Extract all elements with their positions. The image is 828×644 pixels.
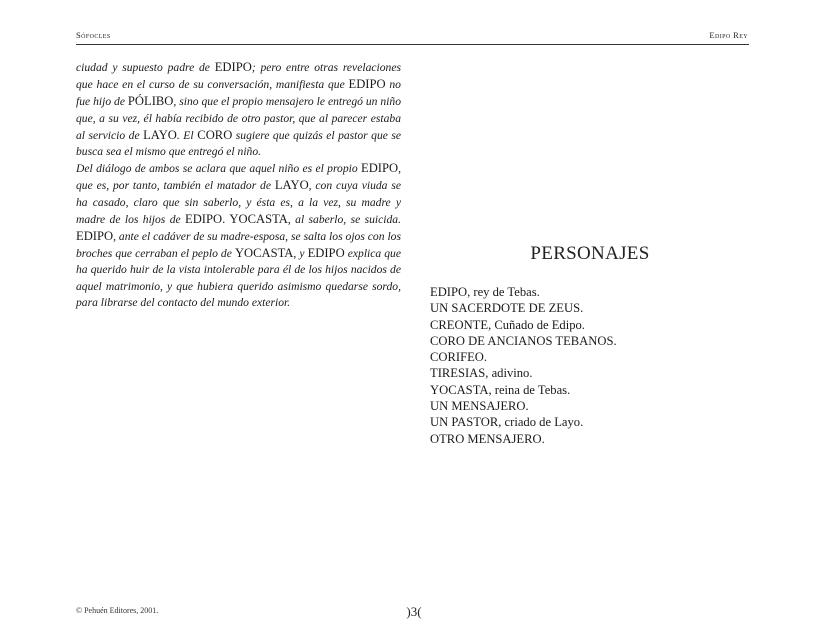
- copyright-notice: © Pehuén Editores, 2001.: [76, 606, 159, 615]
- synopsis-column: [76, 59, 401, 311]
- text-run: , y: [293, 247, 308, 261]
- character-name: LAYO: [143, 127, 177, 142]
- text-run: , ante el cadáver de su madre-esposa, se salta los ojos con los broches que cerraban el peplo de: [76, 230, 401, 261]
- character-item: CREONTE, Cuñado de Edipo.: [430, 317, 585, 332]
- character-item: YOCASTA, reina de Tebas.: [430, 382, 571, 397]
- synopsis-paragraph-1: [76, 59, 401, 160]
- character-item: UN MENSAJERO.: [430, 399, 529, 414]
- text-run: , sino que el propio mensajero le entregó un niño que, a su vez, él había recibido de otro pastor, que al parecer estaba al servicio de: [76, 95, 401, 142]
- text-run: Del diálogo de ambos se aclara que aquel niño es el propio: [76, 162, 361, 176]
- character-name: EDIPO: [214, 60, 252, 74]
- character-name: EDIPO: [361, 161, 399, 176]
- text-run: explica que ha querido huir de la vista intolerable para él de los hijos nacidos de aquel matrimonio, y que hubiera querido asimismo quedarse sordo, para librarse del contacto del mundo exterior.: [76, 247, 402, 309]
- text-run: , al saberlo, se suicida.: [287, 212, 401, 226]
- character-name: EDIPO: [307, 246, 345, 261]
- text-run: , con cuya viuda se ha casado, claro que sin saberlo, y ésta es, a la vez, su madre y madre de los hijos de: [76, 179, 401, 226]
- character-item: EDIPO, rey de Tebas.: [430, 285, 540, 299]
- character-item: OTRO MENSAJERO.: [430, 431, 545, 446]
- text-run: no fue hijo de: [76, 78, 401, 109]
- text-run: El: [183, 128, 194, 142]
- character-name: YOCASTA: [234, 246, 294, 261]
- character-name: LAYO: [274, 178, 309, 193]
- character-name: EDIPO: [348, 77, 386, 92]
- character-item: CORIFEO.: [430, 350, 488, 365]
- character-list: [430, 284, 617, 447]
- text-run: .: [176, 128, 184, 142]
- text-run: , que es, por tanto, también el matador de: [76, 162, 401, 193]
- page-number: )3(: [406, 604, 422, 619]
- character-name: EDIPO. YOCASTA: [185, 211, 288, 226]
- running-head-author: Sófocles: [76, 30, 111, 40]
- header-rule: [76, 44, 749, 45]
- text-run: ciudad y supuesto padre de: [76, 61, 215, 74]
- character-name: CORO: [193, 127, 233, 142]
- text-run: sugiere que quizás el pastor que se busca sea el mismo que entregó el niño.: [76, 128, 402, 159]
- character-name: PÓLIBO: [127, 94, 174, 109]
- synopsis-paragraph-2: [76, 160, 401, 311]
- running-head-title: Edipo Rey: [709, 30, 748, 40]
- character-item: TIRESIAS, adivino.: [430, 366, 533, 381]
- character-name: EDIPO: [76, 229, 114, 244]
- character-item: UN PASTOR, criado de Layo.: [430, 415, 584, 430]
- character-item: CORO DE ANCIANOS TEBANOS.: [430, 333, 617, 348]
- character-item: UN SACERDOTE DE ZEUS.: [430, 301, 584, 316]
- text-run: ; pero entre otras revelaciones que hace en el curso de su conversación, manifiesta que: [76, 61, 401, 92]
- section-title: PERSONAJES: [530, 243, 650, 264]
